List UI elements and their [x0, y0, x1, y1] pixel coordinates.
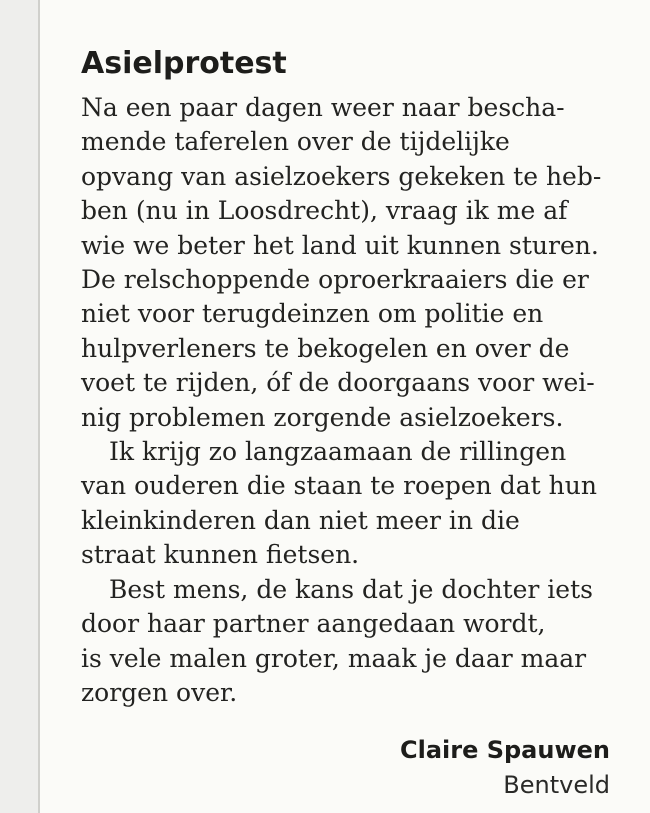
letter-paragraph-2: [81, 435, 650, 573]
body-line: voet te rijden, óf de doorgaans voor wei-: [81, 368, 595, 398]
letter-body: [81, 91, 650, 710]
body-line: [81, 435, 650, 469]
body-line: opvang van asielzoekers gekeken te heb-: [81, 161, 602, 191]
body-line: nig problemen zorgende asielzoekers.: [81, 402, 564, 432]
letter-paragraph-3: [81, 573, 650, 711]
letter-title: Asielprotest: [81, 46, 287, 81]
body-line: wie we beter het land uit kunnen sturen.: [81, 230, 599, 260]
body-line: van ouderen die staan te roepen dat hun: [81, 471, 597, 501]
author-place: Bentveld: [503, 771, 610, 799]
author-name: Claire Spauwen: [399, 736, 610, 764]
letter-paragraph-1: [81, 91, 650, 435]
body-line: door haar partner aangedaan wordt,: [81, 609, 546, 639]
body-line: straat kunnen fietsen.: [81, 540, 360, 570]
body-line: ben (nu in Loosdrecht), vraag ik me af: [81, 196, 568, 226]
body-line: is vele malen groter, maak je daar maar: [81, 643, 587, 673]
body-line: [81, 573, 650, 607]
body-line: zorgen over.: [81, 677, 238, 707]
body-line-text: Ik krijg zo langzaamaan de rillingen: [109, 437, 567, 467]
body-line: De relschoppende oproerkraaiers die er: [81, 265, 589, 295]
body-line: mende taferelen over de tijdelijke: [81, 127, 510, 157]
body-line: niet voor terugdeinzen om politie en: [81, 299, 544, 329]
body-line: Na een paar dagen weer naar bescha-: [81, 93, 565, 122]
newspaper-clipping: [38, 0, 650, 813]
body-line: kleinkinderen dan niet meer in die: [81, 505, 520, 535]
body-line: hulpverleners te bekogelen en over de: [81, 333, 570, 363]
body-line-text: Best mens, de kans dat je dochter iets: [109, 574, 593, 604]
